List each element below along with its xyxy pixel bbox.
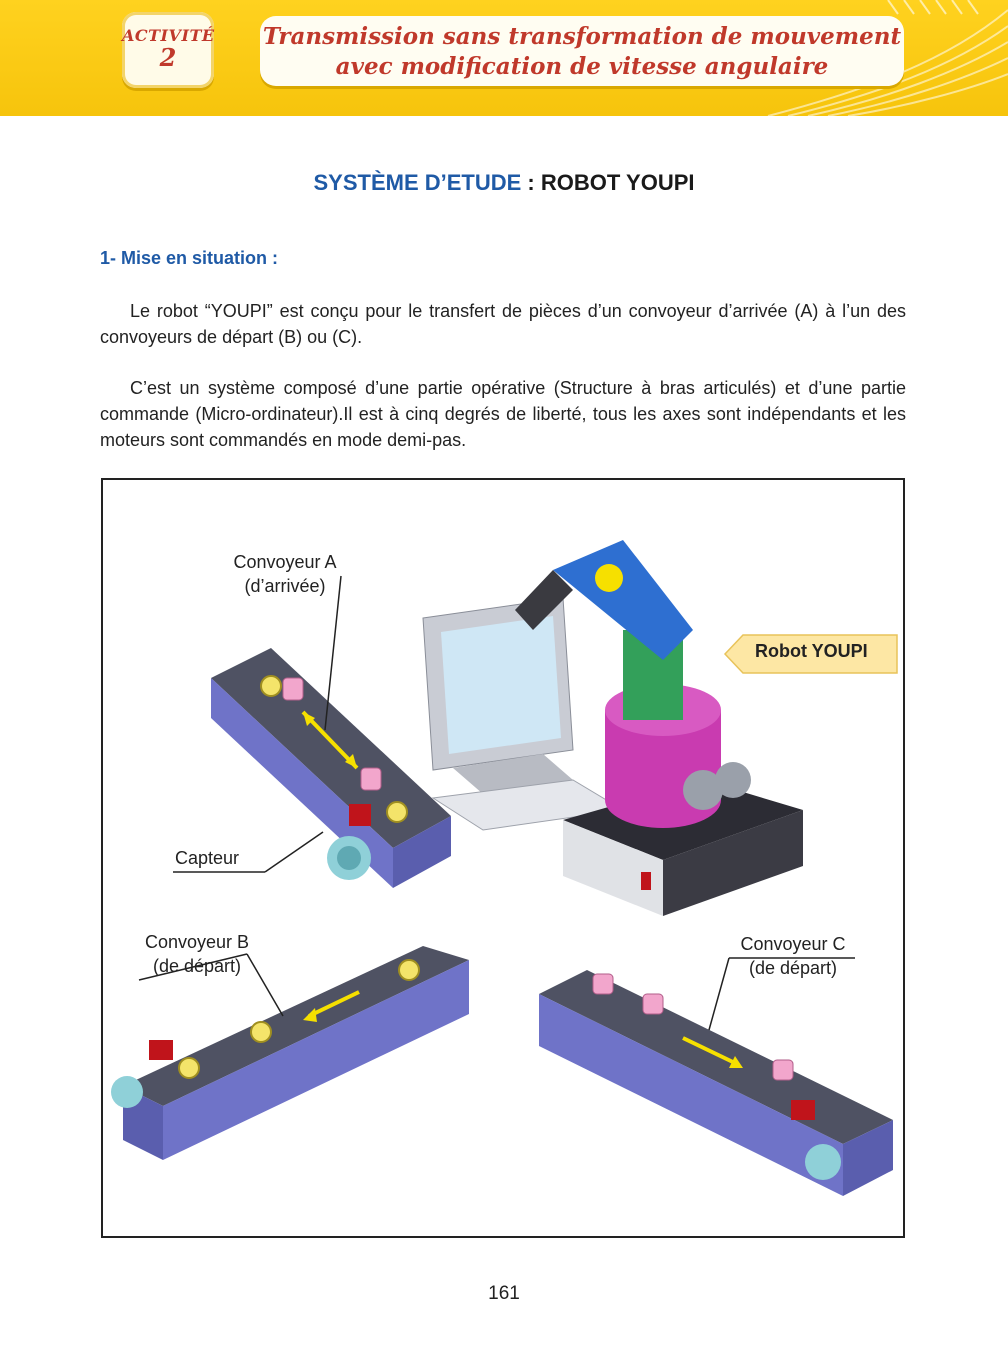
chapter-title-line-1: Transmission sans transformation de mouvement xyxy=(262,23,902,50)
label-convoyeur-a-sub: (d’arrivée) xyxy=(244,576,326,596)
label-convoyeur-c-sub: (de départ) xyxy=(748,958,838,978)
label-convoyeur-a-title: Convoyeur A xyxy=(233,552,337,572)
computer-drawing xyxy=(423,598,623,830)
label-convoyeur-b-title: Convoyeur B xyxy=(144,932,250,952)
activity-number: 2 xyxy=(159,43,177,72)
label-convoyeur-c-title: Convoyeur C xyxy=(740,934,846,954)
chapter-title-box xyxy=(260,16,904,86)
system-title-prefix: SYSTÈME D’ETUDE xyxy=(313,170,522,195)
label-capteur: Capteur xyxy=(175,848,240,868)
paragraph-1-text: Le robot “YOUPI” est conçu pour le transfert de pièces d’un convoyeur d’arrivée (A) à l’un des convoyeurs de départ (B) ou (C). xyxy=(100,301,906,347)
section-heading: 1- Mise en situation : xyxy=(100,248,279,268)
paragraph-2 xyxy=(100,375,906,453)
activity-label: ACTIVITÉ xyxy=(122,26,215,45)
system-figure xyxy=(101,478,905,1238)
label-convoyeur-c xyxy=(725,932,861,980)
label-convoyeur-a xyxy=(215,550,355,598)
system-title-name: ROBOT YOUPI xyxy=(540,170,695,195)
activity-badge xyxy=(122,12,214,88)
paragraph-1 xyxy=(100,298,906,350)
conveyor-b-drawing xyxy=(111,946,469,1160)
paragraph-2-text: C’est un système composé d’une partie opérative (Structure à bras articulés) et d’une partie commande (Micro-ordinateur).Il est à cinq degrés de liberté, tous les axes sont indépendants et les moteurs sont commandés en mode demi-pas. xyxy=(100,378,906,450)
chapter-title-line-2: avec modification de vitesse angulaire xyxy=(335,53,829,80)
system-title xyxy=(0,170,1008,196)
robot-youpi-tag xyxy=(723,632,897,672)
system-title-separator: : xyxy=(521,170,541,195)
header-banner xyxy=(0,0,1008,116)
label-convoyeur-b xyxy=(129,930,265,978)
page-number: 161 xyxy=(488,1283,520,1304)
label-convoyeur-b-sub: (de départ) xyxy=(152,956,242,976)
robot-youpi-label: Robot YOUPI xyxy=(755,641,868,661)
